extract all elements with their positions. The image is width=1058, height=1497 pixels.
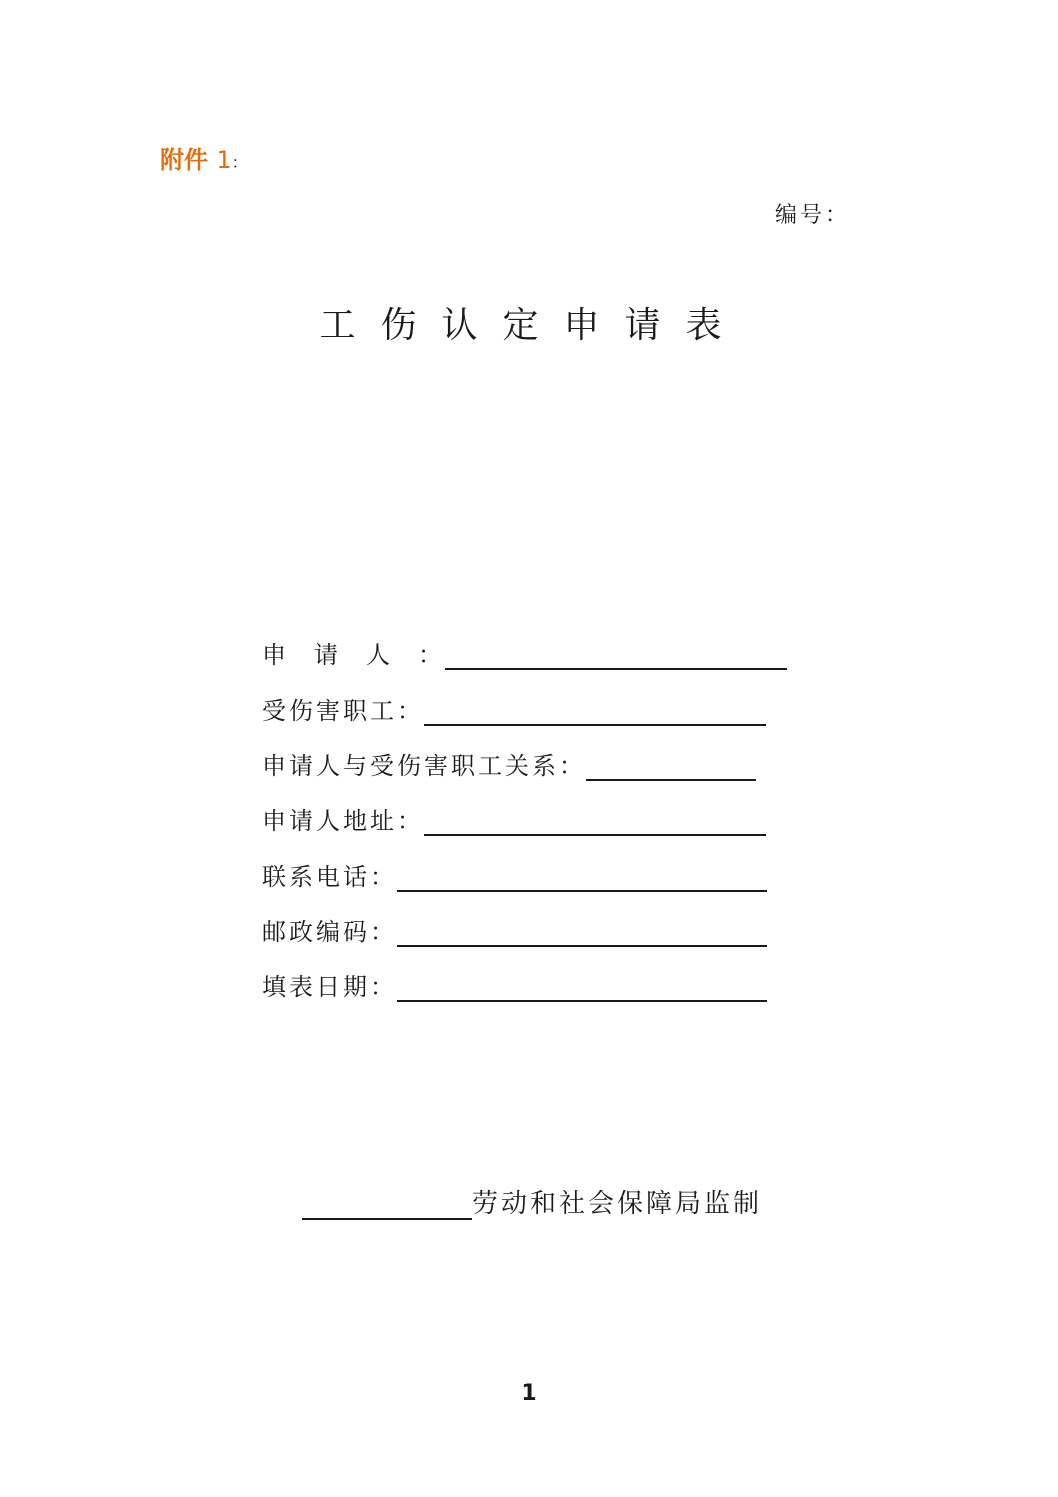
- attachment-text: 附件: [160, 146, 208, 174]
- serial-number-label: 编号：: [775, 203, 851, 228]
- field-relationship-label: 申请人与受伤害职工关系：: [262, 752, 586, 780]
- field-postal-code: [262, 917, 767, 947]
- attachment-label: [160, 140, 248, 175]
- field-injured-worker-blank[interactable]: [424, 696, 766, 726]
- field-injured-worker-label: 受伤害职工：: [262, 697, 424, 725]
- footer-bureau-blank[interactable]: [302, 1188, 472, 1220]
- field-relationship-blank[interactable]: [586, 751, 756, 781]
- page-number: 1: [521, 1381, 537, 1406]
- field-applicant-colon: ：: [418, 641, 445, 669]
- field-applicant-address-blank[interactable]: [424, 806, 766, 836]
- footer-supervision-text: 劳动和社会保障局监制: [472, 1189, 763, 1219]
- field-fill-date-blank[interactable]: [397, 972, 767, 1002]
- field-phone-blank[interactable]: [397, 862, 767, 892]
- field-applicant-address-label: 申请人地址：: [262, 807, 424, 835]
- field-fill-date: [262, 972, 767, 1002]
- document-title: 工伤认定申请表: [319, 305, 747, 346]
- field-postal-code-label: 邮政编码：: [262, 918, 397, 946]
- field-applicant-blank[interactable]: [445, 640, 787, 670]
- field-applicant-label-text: 申请人: [262, 641, 418, 669]
- field-postal-code-blank[interactable]: [397, 917, 767, 947]
- field-relationship: [262, 751, 756, 781]
- field-applicant-address: [262, 806, 766, 836]
- attachment-colon: ：: [231, 153, 248, 172]
- field-injured-worker: [262, 696, 766, 726]
- field-fill-date-label: 填表日期：: [262, 973, 397, 1001]
- footer-supervision: [302, 1188, 762, 1220]
- attachment-number: 1: [216, 146, 232, 174]
- field-applicant-label: [262, 640, 445, 670]
- field-phone: [262, 862, 767, 892]
- field-applicant: [262, 640, 787, 670]
- field-phone-label: 联系电话：: [262, 863, 397, 891]
